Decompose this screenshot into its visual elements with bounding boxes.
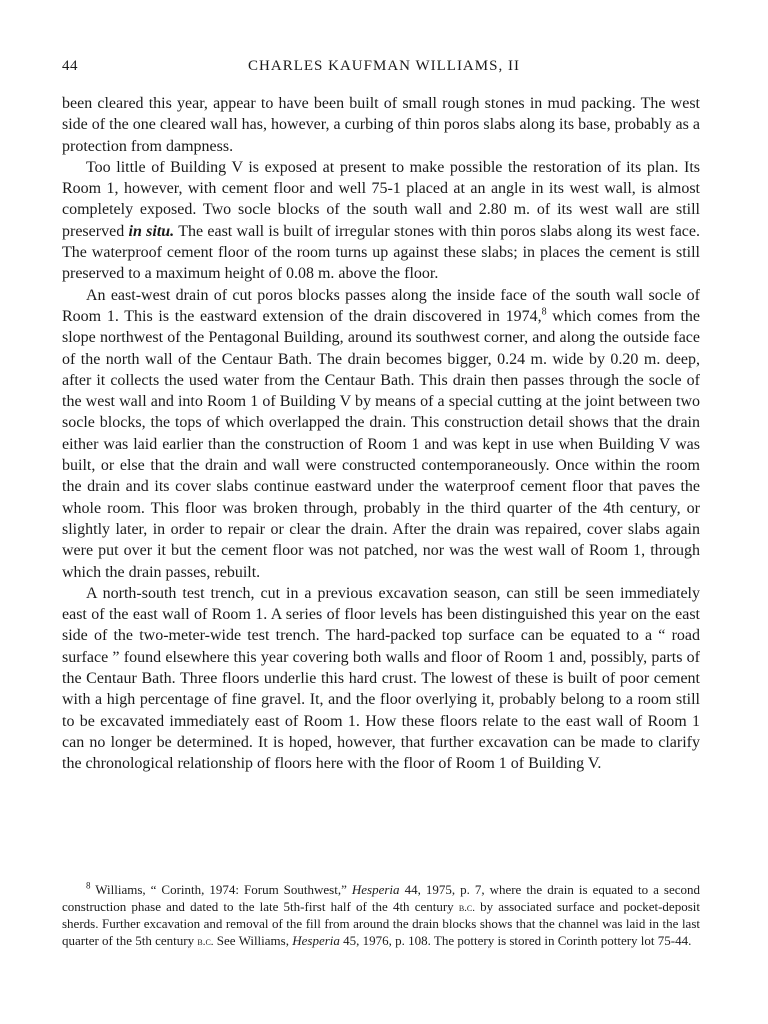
paragraph: [62, 583, 700, 775]
footnote-text: See Williams,: [213, 932, 293, 948]
footnote-text: by associated surface and pocket-deposit sherds. Further excavation and removal of the fill from around the drain blocks shows that the channel was laid in the last quarter of the 5th century: [62, 898, 700, 948]
footnote-text: 44, 1975, p. 7, where the drain is equated to a second construction phase and dated to the late 5th-first half of the 4th century: [62, 882, 700, 914]
era-abbrev: b.c.: [197, 935, 214, 948]
footnote-marker: 8: [541, 306, 547, 318]
paragraph: [62, 93, 700, 157]
paragraph: [62, 285, 700, 583]
page-number: 44: [62, 58, 78, 74]
era-abbrev: b.c.: [458, 901, 475, 914]
journal-title: Hesperia: [292, 932, 340, 948]
footnote-text: Williams, “ Corinth, 1974: Forum Southwest,”: [90, 882, 352, 897]
running-head: CHARLES KAUFMAN WILLIAMS, II: [248, 58, 520, 74]
italic-term: in situ.: [128, 222, 175, 240]
footnote: [62, 882, 700, 950]
paragraph-text: which comes from the slope northwest of the Pentagonal Building, around its southwest corner, and along the outside face of the north wall of the Centaur Bath. The drain becomes bigger, 0.24 m. wide by 0.20 m. deep, after it collects the used water from the Centaur Bath. This drain then passes through the socle of the west wall and into Room 1 of Building V by means of a special cutting at the joint between two socle blocks, the tops of which overlapped the drain. This construction detail shows that the drain either was laid earlier than the construction of Room 1 and was kept in use when Building V was built, or else that the drain and wall were constructed contemporaneously. Once within the room the drain and its cover slabs continue eastward under the waterproof cement floor that paves the whole room. This floor was broken through, probably in the third quarter of the 4th century, or slightly later, in order to repair or clear the drain. After the drain was repaired, cover slabs again were put over it but the cement floor was not patched, nor was the west wall of Room 1, through which the drain passes, rebuilt.: [62, 307, 701, 581]
paragraph-text: An east-west drain of cut poros blocks passes along the inside face of the south wall socle of Room 1. This is the eastward extension of the drain discovered in 1974,: [62, 286, 700, 325]
footnote-text: 45, 1976, p. 108. The pottery is stored in Corinth pottery lot 75-44.: [339, 932, 692, 948]
paragraph-text: The east wall is built of irregular stones with thin poros slabs along its west face. The waterproof cement floor of the room turns up against these slabs; in places the cement is still preserved to a maximum height of 0.08 m. above the floor.: [62, 222, 701, 283]
body-text: [62, 93, 700, 775]
journal-title: Hesperia: [351, 882, 400, 897]
paragraph-text: Too little of Building V is exposed at present to make possible the restoration of its plan. Its Room 1, however, with cement floor and well 75-1 placed at an angle in its west wall, is almost completely exposed. Two socle blocks of the south wall and 2.80 m. of its west wall are still preserved: [62, 158, 700, 240]
footnotes: [62, 882, 700, 950]
footnote-number: 8: [86, 880, 91, 891]
paragraph-text: been cleared this year, appear to have been built of small rough stones in mud packing. The west side of the one cleared wall has, however, a curbing of thin poros slabs along its base, probably as a protection from dampness.: [62, 95, 700, 155]
paragraph-text: A north-south test trench, cut in a previous excavation season, can still be seen immediately east of the east wall of Room 1. A series of floor levels has been distinguished this year on the east side of the two-meter-wide test trench. The hard-packed top surface can be equated to a “ road surface ” found elsewhere this year covering both walls and floor of Room 1 and, possibly, parts of the Centaur Bath. Three floors underlie this hard crust. The lowest of these is built of poor cement with a high percentage of fine gravel. It, and the floor overlying it, probably belong to a room still to be excavated immediately east of Room 1. How these floors relate to the east wall of Room 1 can no longer be determined. It is hoped, however, that further excavation can be made to clarify the chronological relationship of floors here with the floor of Room 1 of Building V.: [62, 584, 700, 773]
paragraph: [62, 157, 700, 285]
page-header: [62, 58, 706, 78]
